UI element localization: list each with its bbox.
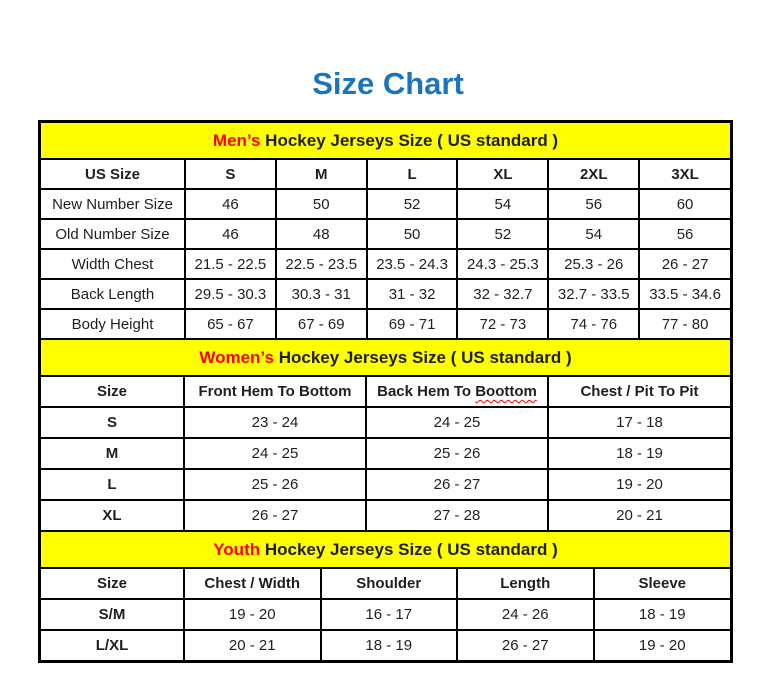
value-cell: 26 - 27 (639, 249, 730, 279)
womens-section-highlight: Women’s (199, 348, 274, 367)
value-cell: 77 - 80 (639, 309, 730, 338)
column-header: 2XL (548, 160, 639, 189)
value-cell: 25 - 26 (184, 469, 366, 500)
value-cell: 32 - 32.7 (457, 279, 548, 309)
table-row (41, 249, 730, 279)
value-cell: 25 - 26 (366, 438, 548, 469)
row-label: Back Length (41, 279, 185, 309)
value-cell: 33.5 - 34.6 (639, 279, 730, 309)
value-cell: 22.5 - 23.5 (276, 249, 367, 279)
column-header: Chest / Pit To Pit (548, 377, 730, 407)
value-cell: 56 (548, 189, 639, 219)
column-header: Size (41, 377, 184, 407)
value-cell: 46 (185, 219, 276, 249)
misspelled-word: Boottom (475, 383, 537, 400)
column-header: S (185, 160, 276, 189)
value-cell: 30.3 - 31 (276, 279, 367, 309)
row-label: New Number Size (41, 189, 185, 219)
row-label: Old Number Size (41, 219, 185, 249)
column-header (366, 377, 548, 407)
table-header-row (41, 160, 730, 189)
row-label: L/XL (41, 630, 184, 660)
value-cell: 19 - 20 (548, 469, 730, 500)
value-cell: 52 (457, 219, 548, 249)
column-header: M (276, 160, 367, 189)
value-cell: 24 - 25 (184, 438, 366, 469)
mens-section-title-rest: Hockey Jerseys Size ( US standard ) (260, 131, 559, 150)
value-cell: 26 - 27 (366, 469, 548, 500)
value-cell: 65 - 67 (185, 309, 276, 338)
value-cell: 27 - 28 (366, 500, 548, 530)
value-cell: 24.3 - 25.3 (457, 249, 548, 279)
column-header: XL (457, 160, 548, 189)
size-chart-table (38, 120, 733, 663)
mens-size-table (41, 160, 730, 338)
value-cell: 20 - 21 (548, 500, 730, 530)
column-header-prefix: Back Hem To (377, 383, 476, 400)
column-header: Chest / Width (184, 569, 321, 599)
table-row (41, 407, 730, 438)
column-header: 3XL (639, 160, 730, 189)
table-header-row (41, 377, 730, 407)
value-cell: 32.7 - 33.5 (548, 279, 639, 309)
column-header: Sleeve (594, 569, 731, 599)
column-header: L (367, 160, 458, 189)
row-label: Body Height (41, 309, 185, 338)
value-cell: 54 (548, 219, 639, 249)
row-label: S/M (41, 599, 184, 630)
value-cell: 21.5 - 22.5 (185, 249, 276, 279)
value-cell: 52 (367, 189, 458, 219)
value-cell: 60 (639, 189, 730, 219)
value-cell: 72 - 73 (457, 309, 548, 338)
value-cell: 26 - 27 (184, 500, 366, 530)
value-cell: 18 - 19 (548, 438, 730, 469)
womens-section-title-rest: Hockey Jerseys Size ( US standard ) (273, 348, 572, 367)
column-header: US Size (41, 160, 185, 189)
column-header: Front Hem To Bottom (184, 377, 366, 407)
value-cell: 69 - 71 (367, 309, 458, 338)
womens-section-header (41, 338, 730, 377)
value-cell: 20 - 21 (184, 630, 321, 660)
table-row (41, 469, 730, 500)
womens-size-table (41, 377, 730, 530)
row-label: M (41, 438, 184, 469)
table-row (41, 309, 730, 338)
table-row (41, 189, 730, 219)
table-row (41, 630, 730, 660)
mens-section-header (41, 123, 730, 160)
youth-section-title-rest: Hockey Jerseys Size ( US standard ) (260, 540, 558, 559)
value-cell: 74 - 76 (548, 309, 639, 338)
column-header: Shoulder (321, 569, 458, 599)
value-cell: 19 - 20 (184, 599, 321, 630)
value-cell: 24 - 26 (457, 599, 594, 630)
table-row (41, 219, 730, 249)
row-label: S (41, 407, 184, 438)
value-cell: 50 (367, 219, 458, 249)
table-row (41, 438, 730, 469)
value-cell: 50 (276, 189, 367, 219)
value-cell: 17 - 18 (548, 407, 730, 438)
value-cell: 48 (276, 219, 367, 249)
value-cell: 18 - 19 (321, 630, 458, 660)
page-title: Size Chart (312, 66, 464, 101)
table-row (41, 279, 730, 309)
row-label: XL (41, 500, 184, 530)
value-cell: 23 - 24 (184, 407, 366, 438)
column-header: Size (41, 569, 184, 599)
value-cell: 16 - 17 (321, 599, 458, 630)
value-cell: 26 - 27 (457, 630, 594, 660)
value-cell: 56 (639, 219, 730, 249)
row-label: L (41, 469, 184, 500)
value-cell: 46 (185, 189, 276, 219)
value-cell: 18 - 19 (594, 599, 731, 630)
youth-section-header (41, 530, 730, 569)
youth-section-highlight: Youth (213, 540, 261, 559)
table-header-row (41, 569, 730, 599)
table-row (41, 500, 730, 530)
value-cell: 25.3 - 26 (548, 249, 639, 279)
value-cell: 19 - 20 (594, 630, 731, 660)
value-cell: 67 - 69 (276, 309, 367, 338)
mens-section-highlight: Men’s (212, 131, 261, 150)
value-cell: 29.5 - 30.3 (185, 279, 276, 309)
value-cell: 31 - 32 (367, 279, 458, 309)
column-header: Length (457, 569, 594, 599)
table-row (41, 599, 730, 630)
value-cell: 23.5 - 24.3 (367, 249, 458, 279)
row-label: Width Chest (41, 249, 185, 279)
youth-size-table (41, 569, 730, 660)
value-cell: 24 - 25 (366, 407, 548, 438)
value-cell: 54 (457, 189, 548, 219)
